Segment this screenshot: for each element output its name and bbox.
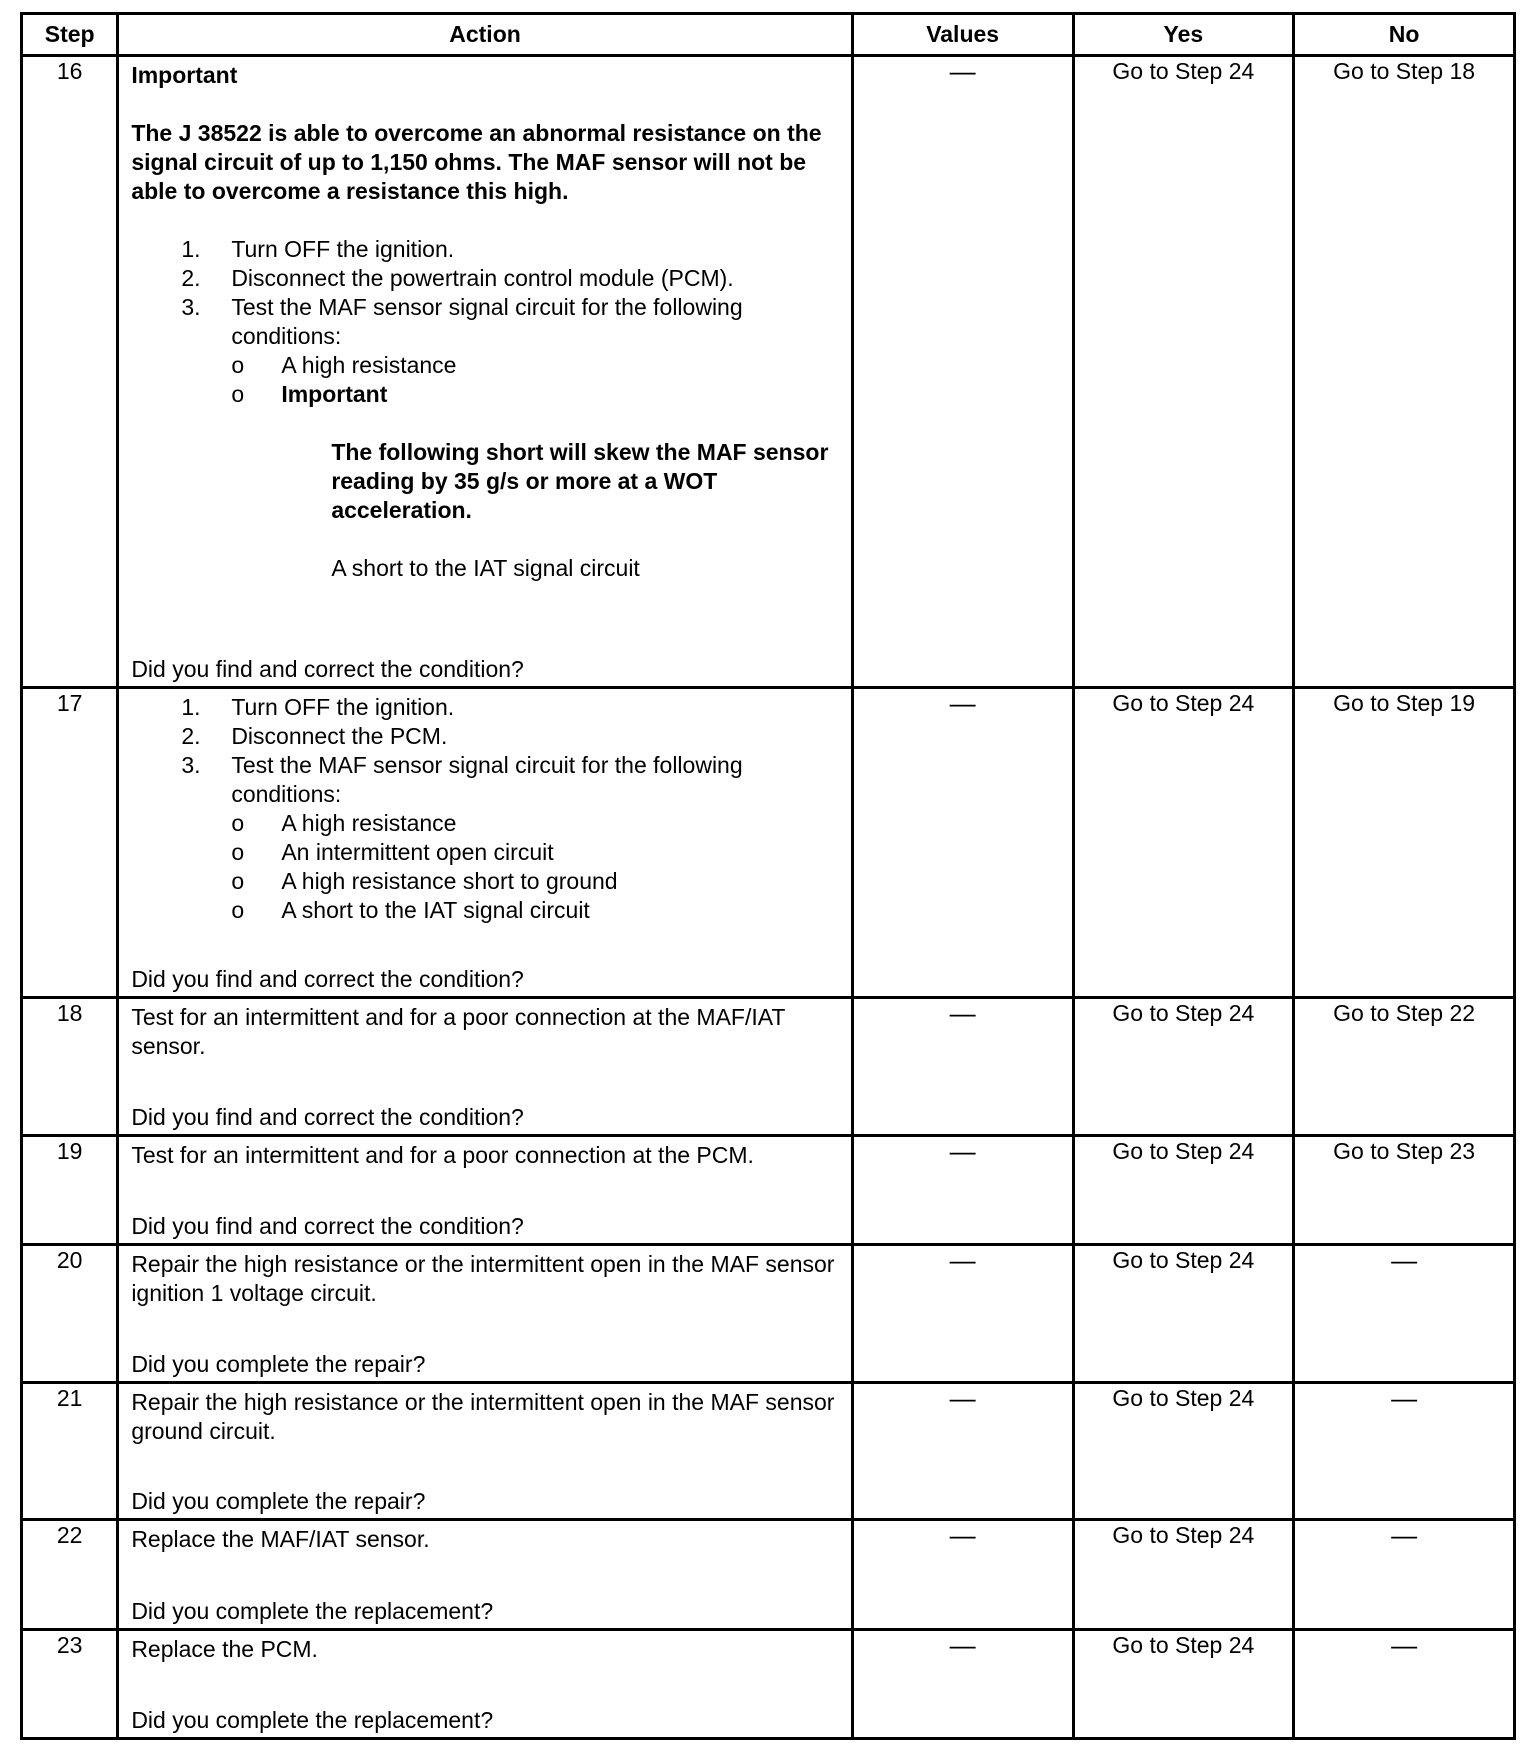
action-cell [118, 1135, 852, 1244]
question-text: Did you complete the replacement? [131, 1597, 494, 1624]
header-values: Values [852, 14, 1073, 56]
table-row-step-20 [22, 1245, 1515, 1382]
table-row-step-17 [22, 688, 1515, 998]
list-item: o Important [231, 381, 388, 407]
step-number: 22 [22, 1520, 118, 1629]
step-number: 23 [22, 1629, 118, 1738]
list-item: 1. Turn OFF the ignition. [181, 694, 455, 721]
yes-cell: Go to Step 24 [1073, 1382, 1294, 1519]
header-step: Step [22, 14, 118, 56]
values-cell: — [852, 1245, 1073, 1382]
condition-list [131, 351, 838, 409]
action-cell [118, 1520, 852, 1629]
values-cell: — [852, 56, 1073, 688]
question-text: Did you complete the replacement? [131, 1707, 494, 1733]
important-note: The J 38522 is able to overcome an abnormal resistance on the signal circuit of up to 1,150 ohms. The MAF sensor will not be able to overcome a resistance this high. [131, 120, 822, 204]
table-row-step-19 [22, 1135, 1515, 1244]
question-text: Did you complete the repair? [131, 1488, 426, 1515]
action-text: Test for an intermittent and for a poor connection at the PCM. [131, 1141, 754, 1168]
table-row-step-21 [22, 1382, 1515, 1519]
table-row-step-22 [22, 1520, 1515, 1629]
header-no: No [1294, 14, 1515, 56]
list-item: 2. Disconnect the powertrain control module (PCM). [181, 265, 734, 291]
question-text: Did you find and correct the condition? [131, 1103, 524, 1130]
step-number: 17 [22, 688, 118, 998]
question-text: Did you complete the repair? [131, 1350, 426, 1377]
values-cell: — [852, 1135, 1073, 1244]
list-item: 2. Disconnect the PCM. [181, 723, 448, 750]
action-text: Repair the high resistance or the intermittent open in the MAF sensor ignition 1 voltage circuit. [131, 1251, 835, 1307]
values-cell: — [852, 1520, 1073, 1629]
list-item: 3. Test the MAF sensor signal circuit for the following conditions: [181, 752, 743, 808]
header-row [22, 14, 1515, 56]
no-cell: Go to Step 22 [1294, 998, 1515, 1135]
header-action: Action [118, 14, 852, 56]
no-cell: Go to Step 23 [1294, 1135, 1515, 1244]
table-row-step-16 [22, 56, 1515, 688]
procedure-list [131, 693, 838, 809]
yes-cell: Go to Step 24 [1073, 1245, 1294, 1382]
list-item: 3. Test the MAF sensor signal circuit for the following conditions: [181, 294, 743, 349]
list-item: o A high resistance short to ground [231, 868, 618, 895]
values-cell: — [852, 998, 1073, 1135]
action-cell [118, 1382, 852, 1519]
list-item: o A high resistance [231, 352, 457, 378]
question-text: Did you find and correct the condition? [131, 966, 524, 993]
no-cell: — [1294, 1245, 1515, 1382]
action-cell [118, 1245, 852, 1382]
action-cell [118, 56, 852, 688]
values-cell: — [852, 1629, 1073, 1738]
no-cell: Go to Step 19 [1294, 688, 1515, 998]
action-cell [118, 998, 852, 1135]
list-item: o A short to the IAT signal circuit [231, 897, 590, 924]
step-number: 16 [22, 56, 118, 688]
table-row-step-23 [22, 1629, 1515, 1738]
action-text: Test for an intermittent and for a poor connection at the MAF/IAT sensor. [131, 1004, 786, 1060]
question-text: Did you find and correct the condition? [131, 1213, 524, 1240]
yes-cell: Go to Step 24 [1073, 998, 1294, 1135]
no-cell: — [1294, 1382, 1515, 1519]
procedure-list [131, 235, 838, 351]
list-item: o An intermittent open circuit [231, 839, 554, 866]
list-item: 1. Turn OFF the ignition. [181, 236, 455, 262]
yes-cell: Go to Step 24 [1073, 1520, 1294, 1629]
step-number: 21 [22, 1382, 118, 1519]
action-text: Replace the MAF/IAT sensor. [131, 1526, 430, 1553]
values-cell: — [852, 688, 1073, 998]
important-label: Important [131, 62, 238, 88]
step-number: 18 [22, 998, 118, 1135]
no-cell: — [1294, 1629, 1515, 1738]
list-item: o A high resistance [231, 810, 457, 837]
question-text: Did you find and correct the condition? [131, 656, 524, 683]
diagnostic-table [20, 12, 1516, 1740]
action-text: Repair the high resistance or the intermittent open in the MAF sensor ground circuit. [131, 1388, 835, 1444]
step-number: 19 [22, 1135, 118, 1244]
header-yes: Yes [1073, 14, 1294, 56]
action-text: Replace the PCM. [131, 1635, 318, 1662]
yes-cell: Go to Step 24 [1073, 56, 1294, 688]
yes-cell: Go to Step 24 [1073, 1135, 1294, 1244]
yes-cell: Go to Step 24 [1073, 688, 1294, 998]
yes-cell: Go to Step 24 [1073, 1629, 1294, 1738]
values-cell: — [852, 1382, 1073, 1519]
condition-text: A short to the IAT signal circuit [331, 555, 640, 581]
no-cell: Go to Step 18 [1294, 56, 1515, 688]
condition-list [131, 809, 838, 925]
action-cell [118, 1629, 852, 1738]
step-number: 20 [22, 1245, 118, 1382]
action-cell [118, 688, 852, 998]
important-note: The following short will skew the MAF sensor reading by 35 g/s or more at a WOT acceleration. [331, 439, 829, 523]
no-cell: — [1294, 1520, 1515, 1629]
table-row-step-18 [22, 998, 1515, 1135]
